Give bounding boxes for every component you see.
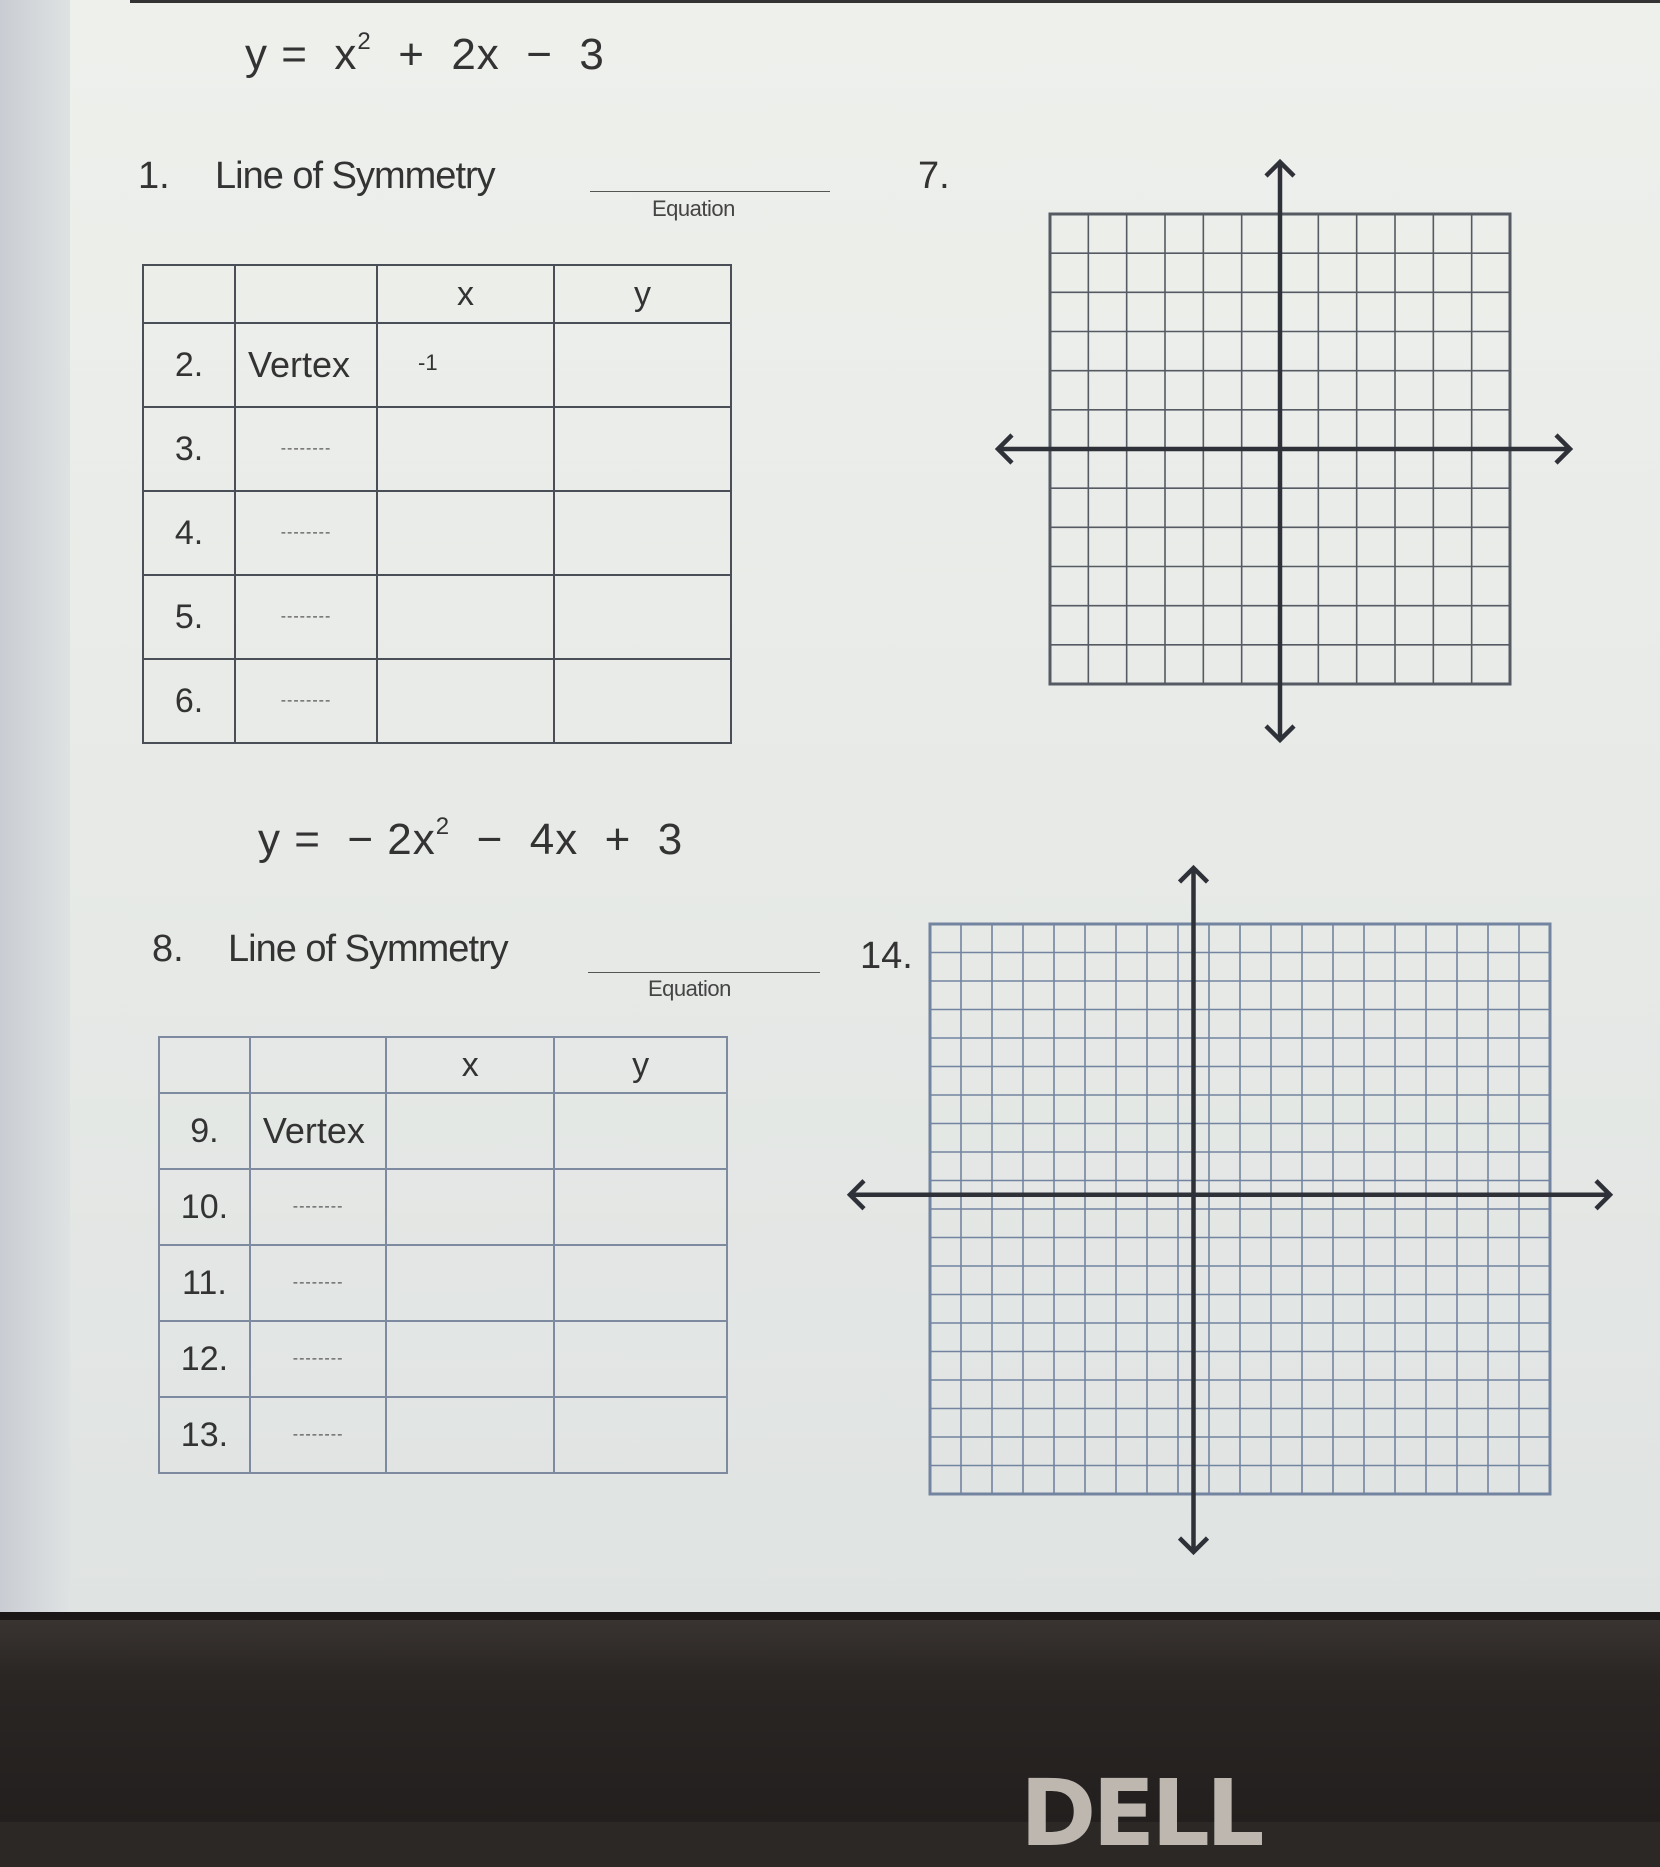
grid-1-svg [990, 150, 1590, 750]
row-number: 4. [143, 491, 235, 575]
question-14-number: 14. [860, 935, 913, 977]
row-y-cell[interactable] [554, 1397, 727, 1473]
table-row [159, 1245, 727, 1321]
row-point-label: Vertex [235, 323, 377, 407]
table-1-header-point [235, 265, 377, 323]
row-x-cell[interactable] [386, 1245, 554, 1321]
row-point-label: -------- [235, 659, 377, 743]
row-point-label: -------- [235, 407, 377, 491]
page-top-border [130, 0, 1660, 3]
table-2-header-row [159, 1037, 727, 1093]
screen-shadow [0, 0, 70, 1620]
equation-1 [245, 30, 605, 80]
row-y-cell[interactable] [554, 1245, 727, 1321]
row-x-cell[interactable] [386, 1397, 554, 1473]
table-2-header-num [159, 1037, 250, 1093]
table-row [143, 659, 731, 743]
row-x-cell[interactable] [377, 491, 554, 575]
table-row [143, 491, 731, 575]
row-number: 12. [159, 1321, 250, 1397]
question-8-label: Line of Symmetry [228, 928, 508, 970]
table-1 [142, 264, 732, 744]
table-row [143, 575, 731, 659]
equation-2-exponent: 2 [435, 813, 451, 841]
row-number: 10. [159, 1169, 250, 1245]
row-number: 11. [159, 1245, 250, 1321]
table-row [159, 1169, 727, 1245]
row-y-cell[interactable] [554, 323, 731, 407]
table-2-header-point [250, 1037, 386, 1093]
row-x-cell[interactable] [386, 1321, 554, 1397]
row-number: 3. [143, 407, 235, 491]
equation-1-lhs: y = [245, 30, 308, 79]
row-point-label: -------- [235, 575, 377, 659]
row-number: 6. [143, 659, 235, 743]
bezel-edge [0, 1612, 1660, 1620]
question-1-number: 1. [138, 155, 170, 197]
table-row [159, 1093, 727, 1169]
row-point-label: -------- [250, 1169, 386, 1245]
table-row [159, 1321, 727, 1397]
monitor-logo: DELL [1020, 1760, 1261, 1867]
row-point-label: -------- [250, 1321, 386, 1397]
table-2 [158, 1036, 728, 1474]
row-x-cell[interactable] [377, 407, 554, 491]
table-1-header-row [143, 265, 731, 323]
grid-2-svg [840, 860, 1620, 1560]
equation-1-rest: + 2x − 3 [398, 30, 605, 79]
row-x-cell[interactable] [386, 1169, 554, 1245]
table-row [143, 323, 731, 407]
row-y-cell[interactable] [554, 659, 731, 743]
row-x-cell[interactable]: -1 [377, 323, 554, 407]
row-number: 13. [159, 1397, 250, 1473]
row-point-label: Vertex [250, 1093, 386, 1169]
table-1-header-y: y [554, 265, 731, 323]
question-1-label: Line of Symmetry [215, 155, 495, 197]
equation-1-x-term: x [334, 30, 358, 79]
row-y-cell[interactable] [554, 1321, 727, 1397]
row-y-cell[interactable] [554, 407, 731, 491]
equation-caption-1: Equation [652, 196, 735, 221]
equation-1-exponent: 2 [357, 28, 372, 56]
question-7-number: 7. [918, 155, 950, 197]
equation-caption-2: Equation [648, 976, 731, 1001]
equation-2 [258, 815, 683, 865]
row-y-cell[interactable] [554, 491, 731, 575]
monitor-bezel [0, 1615, 1660, 1822]
table-2-header-y: y [554, 1037, 727, 1093]
row-point-label: -------- [250, 1397, 386, 1473]
symmetry-answer-blank-1[interactable] [590, 191, 830, 192]
coordinate-grid-1[interactable] [990, 150, 1590, 755]
equation-2-lhs: y = [258, 815, 321, 864]
equation-2-rest: − 4x + 3 [476, 815, 684, 864]
row-y-cell[interactable] [554, 1169, 727, 1245]
row-number: 5. [143, 575, 235, 659]
row-number: 9. [159, 1093, 250, 1169]
equation-2-lead-term: − 2x [347, 815, 436, 864]
row-x-cell[interactable] [377, 659, 554, 743]
row-point-label: -------- [250, 1245, 386, 1321]
coordinate-grid-2[interactable] [840, 860, 1620, 1565]
table-row [159, 1397, 727, 1473]
symmetry-answer-blank-2[interactable] [588, 972, 820, 973]
row-x-cell[interactable] [386, 1093, 554, 1169]
table-1-header-x: x [377, 265, 554, 323]
row-number: 2. [143, 323, 235, 407]
row-y-cell[interactable] [554, 575, 731, 659]
table-1-header-num [143, 265, 235, 323]
row-y-cell[interactable] [554, 1093, 727, 1169]
row-x-cell[interactable] [377, 575, 554, 659]
table-row [143, 407, 731, 491]
question-8-number: 8. [152, 928, 184, 970]
row-point-label: -------- [235, 491, 377, 575]
table-2-header-x: x [386, 1037, 554, 1093]
